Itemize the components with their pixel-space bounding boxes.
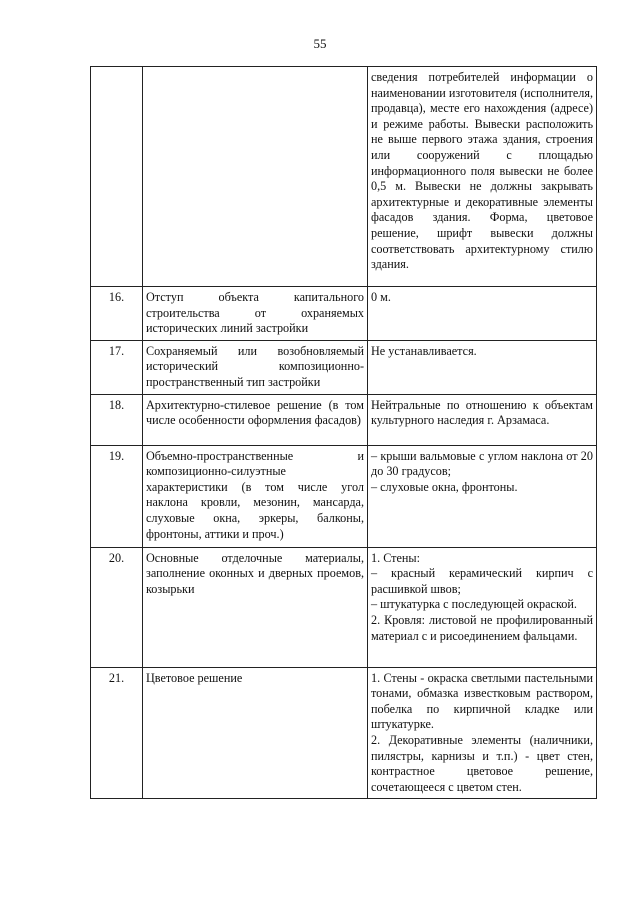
table-row-18 [91, 394, 597, 445]
table-row-16 [91, 287, 597, 341]
row-parameter [143, 67, 368, 287]
value-line: 2. Декоративные элементы (наличники, пилястры, карнизы и т.п.) - цвет стен, контрастное цветовое решение, сочетающееся с цветом стен. [371, 732, 593, 794]
row-number: 16. [91, 287, 143, 341]
value-line: – крыши вальмовые с углом наклона от 20 до 30 градусов; [371, 448, 593, 479]
row-number: 18. [91, 394, 143, 445]
row-number: 20. [91, 547, 143, 667]
regulations-table [90, 66, 597, 799]
row-number [91, 67, 143, 287]
page-number: 55 [313, 36, 327, 51]
value-line: – штукатурка с последующей окраской. [371, 597, 577, 612]
row-parameter: Основные отделочные материалы, заполнение оконных и дверных проемов, козырьки [143, 547, 368, 667]
row-value [368, 394, 597, 445]
value-line: – красный керамический кирпич с расшивкой швов; [371, 566, 593, 596]
value-line: Не устанавливается. [371, 343, 477, 358]
row-value: сведения потребителей информации о наименовании изготовителя (исполнителя, продавца), месте его нахождения (адресе) и режиме работы. Вывески расположить не выше первого этажа здания, строения или сооружений с площадью информационного поля вывески не более 0,5 м. Вывески не должны закрывать архитектурные и декоративные элементы фасадов здания. Форма, цветовое решение, шрифт вывески должны соответствовать архитектурному стилю здания. [368, 67, 597, 287]
value-line: 1. Стены - окраска светлыми пастельными тонами, обмазка известковым раствором, побелка по кирпичной кладке или штукатурке. [371, 670, 593, 732]
value-line: 2. Кровля: листовой не профилированный материал с и рисоединением фальцами. [371, 612, 593, 643]
row-parameter: Отступ объекта капитального строительства от охраняемых исторических линий застройки [143, 287, 368, 341]
row-parameter: Объемно-пространственные и композиционно-силуэтные характеристики (в том числе угол наклона кровли, мезонин, мансарда, слуховые окна, эркеры, балконы, фронтоны, аттики и проч.) [143, 445, 368, 547]
table-row-19 [91, 445, 597, 547]
row-number: 19. [91, 445, 143, 547]
value-line: 0 м. [371, 290, 391, 304]
value-line: 1. Стены: [371, 550, 420, 565]
row-value [368, 667, 597, 799]
table-row-21 [91, 667, 597, 799]
table-row-17 [91, 340, 597, 394]
row-value [368, 340, 597, 394]
row-parameter: Цветовое решение [143, 667, 368, 799]
row-number: 21. [91, 667, 143, 799]
row-parameter: Сохраняемый или возобновляемый исторический композиционно-пространственный тип застройки [143, 340, 368, 394]
row-number: 17. [91, 340, 143, 394]
row-value [368, 287, 597, 341]
row-value [368, 547, 597, 667]
value-line: Нейтральные по отношению к объектам культурного наследия г. Арзамаса. [371, 397, 593, 428]
row-parameter: Архитектурно-стилевое решение (в том числе особенности оформления фасадов) [143, 394, 368, 445]
value-line: – слуховые окна, фронтоны. [371, 479, 518, 494]
table-row-continuation [91, 67, 597, 287]
table-row-20 [91, 547, 597, 667]
row-value [368, 445, 597, 547]
